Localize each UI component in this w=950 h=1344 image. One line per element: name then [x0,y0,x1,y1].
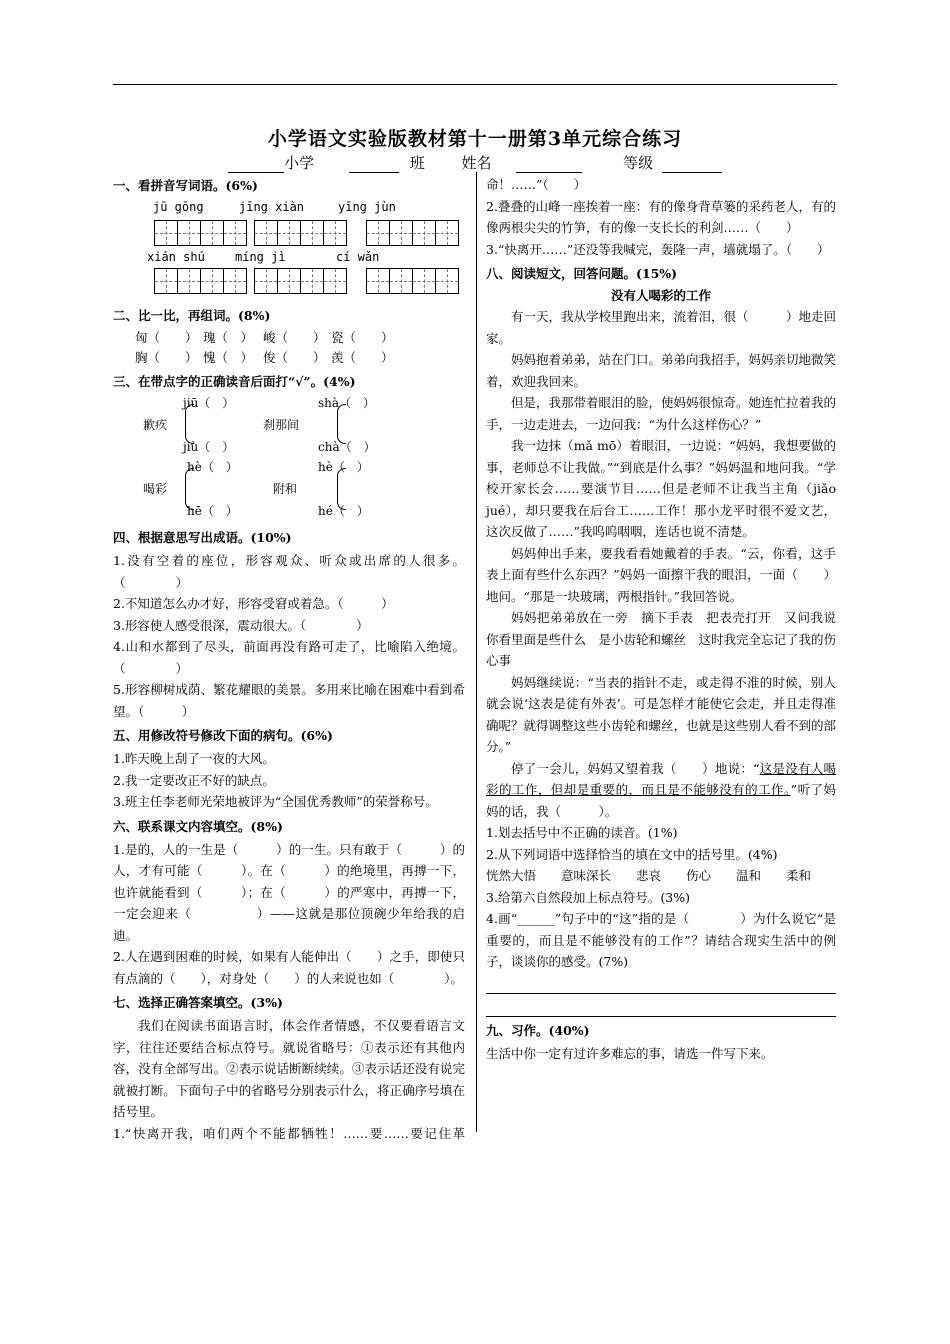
compare-word: 羡（ ） [331,350,394,365]
idiom-item: 4.山和水都到了尽头，前面再没有路可走了，比喻陷入绝境。（ ） [113,639,465,676]
section8-heading: 八、阅读短文，回答问题。(15%) [486,266,678,281]
compare-word: 愧（ ） [203,350,254,365]
reading-option[interactable]: jiù（ ） [183,440,235,454]
question-1: 1.划去括号中不正确的读音。(1%) [486,825,678,840]
idiom-item: 2.不知道怎么办才好，形容受窘或着急。（ ） [113,596,394,611]
composition-prompt: 生活中你一定有过许多难忘的事，请选一件写下来。 [486,1045,774,1061]
header-info [0,152,950,173]
ellipsis-q3: 3.“快离开……”还没等我喊完，轰隆一声，墙就塌了。（ ） [486,241,830,257]
section1-heading: 一、看拼音写词语。(6%) [113,178,258,193]
column-divider [476,172,477,1132]
compare-word: 瓷（ ） [331,330,394,345]
compare-word: 峻（ ） [263,330,326,345]
pronunciation-area [113,394,465,524]
section2-heading: 二、比一比，再组词。(8%) [113,308,271,323]
section9-heading: 九、习作。(40%) [486,1022,590,1038]
pinyin-grid-area [113,198,465,302]
compare-word: 匈（ ） [135,330,198,345]
ellipsis-q1-overflow: 命！……”（ ） [486,177,587,192]
word-chanajian: 刹那间 [263,418,300,432]
section5-heading: 五、用修改符号修改下面的病句。(6%) [113,728,333,743]
sentence-item: 2.我一定要改正不好的缺点。 [113,772,275,788]
ellipsis-intro: 我们在阅读书面语言时，体会作者情感，不仅要看语言文字，往往还要结合标点符号。就说省略号：①表示还有其他内容，没有全部写出。②表示说话断断续续。③表示话还没有说完就被打断。下面句子中的省略号分别表示什么，将正确序号填在括号里。 [113,1018,465,1119]
page-title: 小学语文实验版教材第十一册第3单元综合练习 [267,128,683,150]
top-rule [113,84,837,85]
passage-para: 妈妈抱着弟弟，站在门口。弟弟向我招手，妈妈亲切地微笑着，欢迎我回来。 [486,352,837,389]
section3-heading: 三、在带点字的正确读音后面打“√”。(4%) [113,374,356,389]
pinyin-5: míng jì [235,250,286,264]
pinyin-6: cí wǎn [336,250,380,264]
reading-option[interactable]: jiū（ ） [183,396,235,410]
compare-row-2 [113,348,465,368]
passage-para: 有一天，我从学校里跑出来，流着泪，很（ ）地走回家。 [486,309,837,346]
passage-para-8 [486,758,836,823]
name-blank[interactable] [516,172,582,173]
reading-option[interactable]: hē（ ） [187,504,238,518]
passage-para: 但是，我那带着眼泪的脸，使妈妈很惊奇。她连忙拉着我的手，一边走进去，一边问我：“为什么这样伤心？” [486,395,837,432]
grade-blank[interactable] [662,172,722,173]
pinyin-4: xián shú [147,250,205,264]
word-qianjiu: 歉疚 [143,418,168,432]
compare-row-1 [113,328,465,348]
write-grid-2[interactable] [254,220,347,246]
pinyin-1: jū gōng [153,200,204,214]
fill-paragraph-2: 2.人在遇到困难的时候，如果有人能伸出（ ）之手，即使只有点滴的（ ），对身处（ ）的人来说也如（ ）。 [113,949,465,986]
write-grid-3[interactable] [366,220,459,246]
reading-option[interactable]: chà（ ） [318,440,376,454]
word-choices: 恍然大悟 意味深长 悲哀 伤心 温和 柔和 [486,868,812,883]
para8-end: ”听了妈妈的话，我（ ）。 [486,782,836,819]
pinyin-2: jīng xiàn [239,200,305,214]
passage-title: 没有人喝彩的工作 [610,288,711,303]
underlined-sentence: 这是没有人喝彩的工作，但却是重要的，而且是不能够没有的工作。 [486,760,836,797]
passage-para: 我一边抹（mǎ mō）着眼泪，一边说：“妈妈，我想要做的事，老师总不让我做。”“到底是什么事？”妈妈温和地问我。“学校开家长会……要演节目……但是老师不让我当主角（jiǎo jué），却只要我在后台工……工作！那小龙平时很不爱文艺，这次反做了……”我呜呜咽咽，连话也说不清楚。 [486,438,836,539]
reading-option[interactable]: hé（ ） [318,504,369,518]
para8-start: 停了一会儿，妈妈又望着我（ ）地说：“ [511,760,760,776]
name-label: 姓名 [461,154,492,172]
idiom-item: 1.没有空着的座位，形容观众、听众或出席的人很多。（ ） [113,553,465,590]
question-4: 4.画“______”句子中的“这”指的是（ ）为什么说它“是重要的，而且是不能够没有的工作”？请结合现实生活中的例子，谈谈你的感受。(7%) [486,911,836,969]
compare-word: 俊（ ） [263,350,326,365]
sentence-item: 3.班主任李老师光荣地被评为“全国优秀教师”的荣誉称号。 [113,794,438,809]
write-grid-5[interactable] [254,268,347,294]
grade-label: 等级 [623,154,654,172]
ellipsis-q1: 1.“快离开我，咱们两个不能都牺牲！……要……要记住革 [113,1125,465,1141]
section4-heading: 四、根据意思写出成语。(10%) [113,530,292,545]
write-grid-4[interactable] [154,268,247,294]
school-label: 小学 [284,154,315,172]
reading-option[interactable]: shà（ ） [318,396,376,410]
ellipsis-q1-cont [486,174,836,196]
answer-line[interactable] [486,1016,836,1017]
class-label: 班 [409,154,425,172]
idiom-item: 3.形容使人感受很深，震动很大。（ ） [113,617,369,633]
left-column [113,172,465,1144]
pinyin-3: yīng jùn [338,200,396,214]
reading-option[interactable]: hè（ ） [318,460,369,474]
question-3: 3.给第六自然段加上标点符号。(3%) [486,889,691,905]
section7-heading: 七、选择正确答案填空。(3%) [113,995,283,1010]
word-hecai: 喝彩 [143,482,168,496]
passage-para-6: 妈妈把弟弟放在一旁 摘下手表 把表壳打开 又问我说 你看里面是些什么 是小齿轮和螺丝 这时我完全忘记了我的伤心事 [486,610,849,668]
passage-para: 妈妈伸出手来，要我看看她戴着的手表。“云，你看，这手表上面有些什么东西？”妈妈一面擦干我的眼泪，一面（ ）地问。“那是一块玻璃，两根指针。”我回答说。 [486,545,836,604]
write-grid-6[interactable] [366,268,459,294]
ellipsis-q2: 2.叠叠的山峰一座挨着一座：有的像身背草篓的采药老人，有的像两根尖尖的竹笋，有的像一支长长的利剑……（ ） [486,198,836,235]
idiom-item: 5.形容柳树成荫、繁花耀眼的美景。多用来比喻在困难中看到希望。（ ） [113,682,465,719]
passage-para: 妈妈继续说：“当表的指针不走，或走得不准的时候，别人就会说‘这表是徒有外表’。可是怎样才能使它会走，并且走得准确呢？就得调整这些小齿轮和螺丝，也就是这些别人看不到的部分。” [486,674,837,754]
word-fuhe: 附和 [273,482,298,496]
question-2: 2.从下列词语中选择恰当的填在文中的括号里。(4%) [486,846,778,862]
sentence-item: 1.昨天晚上刮了一夜的大风。 [113,751,275,766]
compare-word: 胸（ ） [135,350,198,365]
reading-option[interactable]: hè（ ） [187,460,238,474]
compare-word: 瑰（ ） [203,330,254,345]
section6-heading: 六、联系课文内容填空。(8%) [113,818,283,834]
right-column [486,174,849,1064]
fill-paragraph-1: 1.是的，人的一生是（ ）的一生。只有敢于（ ）的人，才有可能（ ）。在（ ）的绝境里，再搏一下，也许就能看到（ ）；在（ ）的严寒中，再搏一下，一定会迎来（ ）——这就是那位顶碗少年给我的启迪。 [113,841,465,943]
write-grid-1[interactable] [154,220,247,246]
